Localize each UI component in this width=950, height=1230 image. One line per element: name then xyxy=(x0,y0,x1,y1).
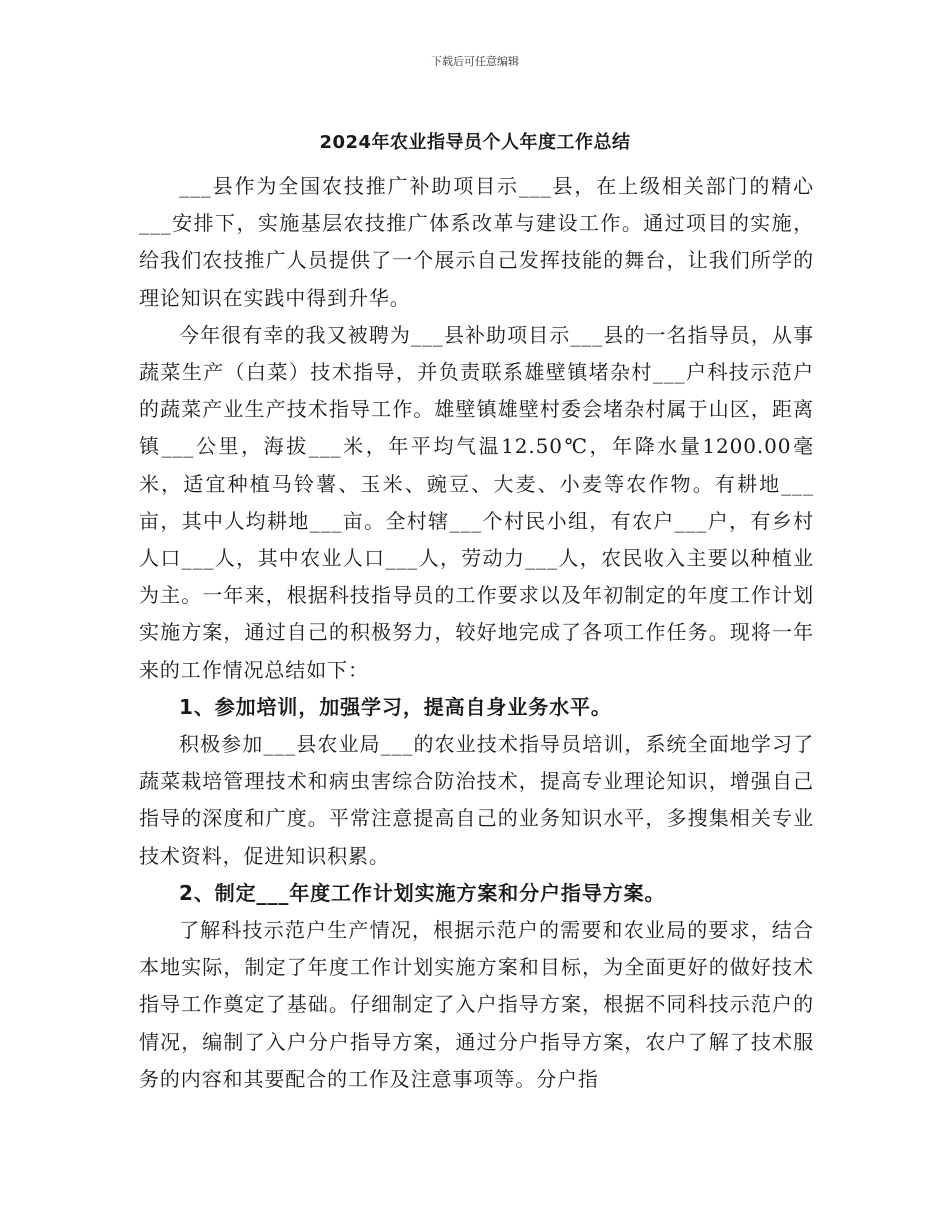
paragraph-training: 积极参加___县农业局___的农业技术指导员培训，系统全面地学习了蔬菜栽培管理技术和病虫害综合防治技术，提高专业理论知识，增强自己指导的深度和广度。平常注意提高自己的业务知识水平，多搜集相关专业技术资料，促进知识积累。 xyxy=(139,732,814,868)
paragraph-intro: ___县作为全国农技推广补助项目示___县，在上级相关部门的精心___安排下，实施基层农技推广体系改革与建设工作。通过项目的实施，给我们农技推广人员提供了一个展示自己发挥技能的舞台，让我们所学的理论知识在实践中得到升华。 xyxy=(139,174,814,310)
paragraph-plan: 了解科技示范户生产情况，根据示范户的需要和农业局的要求，结合本地实际，制定了年度工作计划实施方案和目标，为全面更好的做好技术指导工作奠定了基础。仔细制定了入户指导方案，根据不同科技示范户的情况，编制了入户分户指导方案，通过分户指导方案，农户了解了技术服务的内容和其要配合的工作及注意事项等。分户指 xyxy=(139,918,814,1091)
section-heading-training: 1、参加培训，加强学习，提高自身业务水平。 xyxy=(179,694,612,719)
paragraph-background: 今年很有幸的我又被聘为___县补助项目示___县的一名指导员，从事蔬菜生产（白菜）技术指导，并负责联系雄壁镇堵杂村___户科技示范户的蔬菜产业生产技术指导工作。雄壁镇雄壁村委会堵杂村属于山区，距离镇___公里，海拔___米，年平均气温12.50℃，年降水量1200.00毫米，适宜种植马铃薯、玉米、豌豆、大麦、小麦等农作物。有耕地___亩，其中人均耕地___亩。全村辖___个村民小组，有农户___户，有乡村人口___人，其中农业人口___人，劳动力___人，农民收入主要以种植业为主。一年来，根据科技指导员的工作要求以及年初制定的年度工作计划实施方案，通过自己的积极努力，较好地完成了各项工作任务。现将一年来的工作情况总结如下： xyxy=(139,322,814,682)
document-body xyxy=(139,168,814,1098)
document-title: 2024年农业指导员个人年度工作总结 xyxy=(319,132,631,153)
header-note: 下载后可任意编辑 xyxy=(431,55,519,68)
section-heading-plan: 2、制定___年度工作计划实施方案和分户指导方案。 xyxy=(179,880,666,905)
